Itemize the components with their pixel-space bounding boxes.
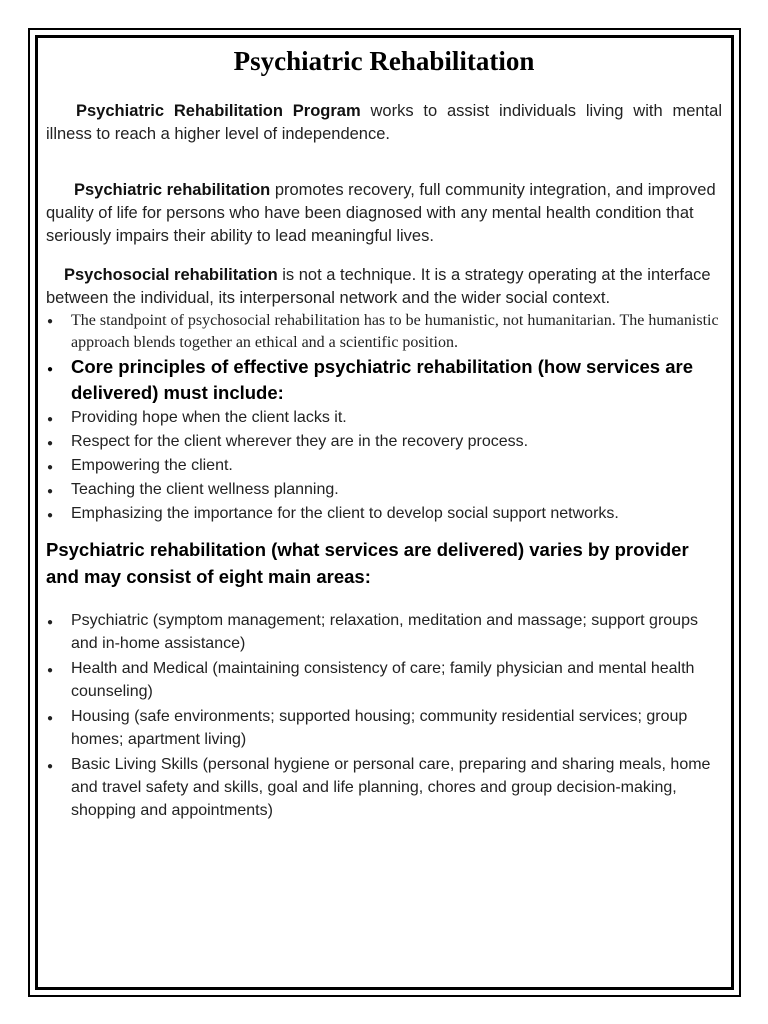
bullet-icon: ●	[47, 486, 54, 497]
principle-text: Teaching the client wellness planning.	[71, 481, 339, 498]
list-item	[46, 478, 722, 502]
paragraph-text: is not a technique. It is a strategy operating at the interface between the individual, its interpersonal network and the wider social context.	[46, 266, 711, 307]
intro-paragraph-rehabilitation	[46, 179, 722, 248]
core-principles-heading-list	[46, 354, 722, 406]
list-item	[46, 354, 722, 406]
list-item	[46, 406, 722, 430]
areas-list	[46, 609, 722, 822]
area-text: Psychiatric (symptom management; relaxation, meditation and massage; support groups and in-home assistance)	[71, 611, 698, 652]
list-item	[46, 705, 722, 751]
list-item	[46, 609, 722, 655]
bullet-icon: ●	[47, 316, 54, 327]
principle-text: Providing hope when the client lacks it.	[71, 409, 347, 426]
bullet-icon: ●	[47, 462, 54, 473]
page-title: Psychiatric Rehabilitation	[233, 46, 535, 76]
core-principles-heading: Core principles of effective psychiatric rehabilitation (how services are delivered) must include:	[71, 356, 694, 403]
area-text: Health and Medical (maintaining consistency of care; family physician and mental health counseling)	[71, 659, 695, 700]
paragraph-lead: Psychiatric rehabilitation	[74, 181, 271, 199]
principle-text: Respect for the client wherever they are in the recovery process.	[71, 433, 529, 450]
list-item	[46, 454, 722, 478]
standpoint-list	[46, 310, 722, 354]
bullet-icon: ●	[47, 364, 54, 375]
list-item	[46, 430, 722, 454]
list-item	[46, 310, 722, 354]
bullet-icon: ●	[47, 414, 54, 425]
bullet-icon: ●	[47, 664, 54, 676]
list-item	[46, 657, 722, 703]
paragraph-lead: Psychiatric Rehabilitation Program	[76, 102, 361, 120]
standpoint-text: The standpoint of psychosocial rehabilitation has to be humanistic, not humanitarian. The humanistic approach blends together an ethical and a scientific position.	[71, 312, 719, 351]
list-item	[46, 753, 722, 822]
paragraph-text: promotes recovery, full community integration, and improved quality of life for persons who have been diagnosed with any mental health condition that seriously impairs their ability to lead meaningful lives.	[46, 181, 716, 245]
intro-paragraph-program	[46, 100, 722, 146]
bullet-icon: ●	[47, 616, 54, 628]
bullet-icon: ●	[47, 510, 54, 521]
principles-list	[46, 406, 722, 526]
bullet-icon: ●	[47, 712, 54, 724]
principle-text: Empowering the client.	[71, 457, 233, 474]
area-text: Housing (safe environments; supported housing; community residential services; group homes; apartment living)	[71, 707, 688, 748]
list-item	[46, 502, 722, 526]
area-text: Basic Living Skills (personal hygiene or personal care, preparing and sharing meals, home and travel safety and skills, goal and life planning, chores and group decision-making, shopping and appointments)	[71, 755, 711, 819]
intro-paragraph-psychosocial	[46, 264, 722, 310]
paragraph-lead: Psychosocial rehabilitation	[64, 266, 278, 284]
paragraph-text: works to assist individuals living with mental illness to reach a higher level of independence.	[46, 102, 722, 143]
principle-text: Emphasizing the importance for the client to develop social support networks.	[71, 505, 619, 522]
bullet-icon: ●	[47, 760, 54, 772]
document-page	[46, 40, 722, 824]
areas-heading: Psychiatric rehabilitation (what services are delivered) varies by provider and may consist of eight main areas:	[46, 539, 689, 587]
bullet-icon: ●	[47, 438, 54, 449]
